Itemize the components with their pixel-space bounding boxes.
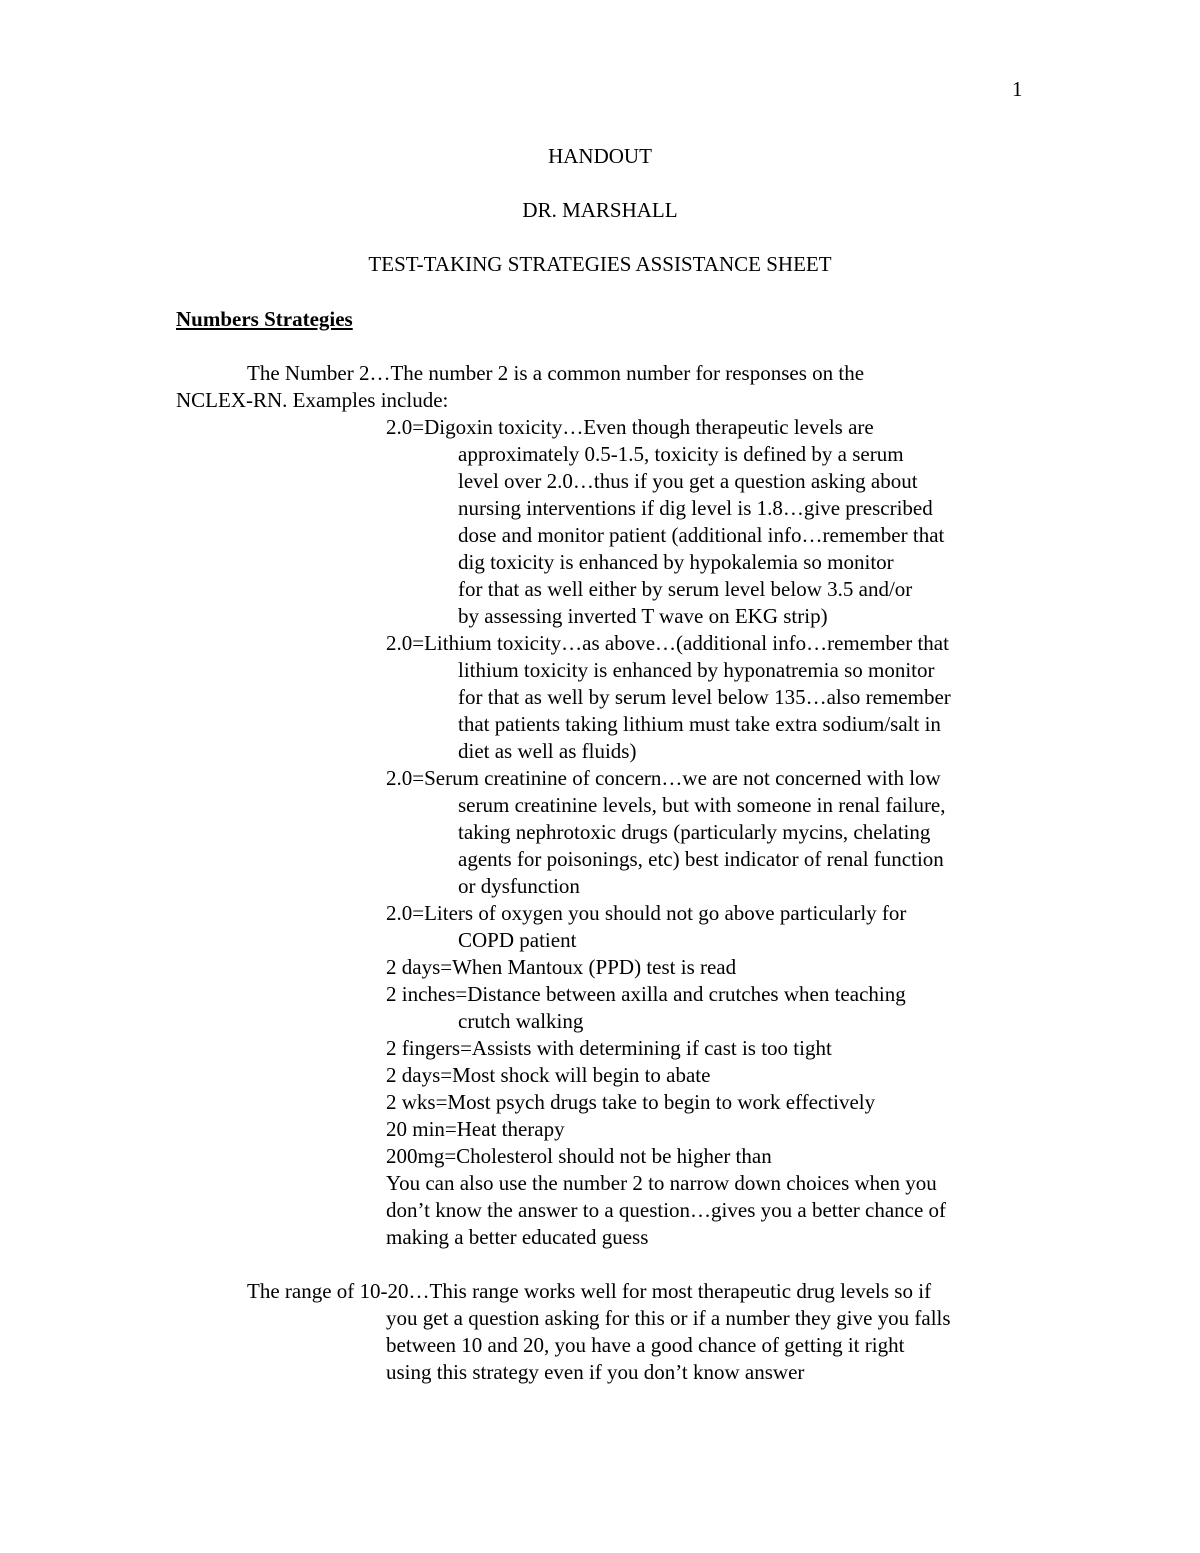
list-item: 2 days=Most shock will begin to abate — [386, 1063, 711, 1087]
list-item-continuation: approximately 0.5-1.5, toxicity is defined by a serum — [458, 442, 904, 466]
list-item-continuation: by assessing inverted T wave on EKG strip) — [458, 604, 828, 628]
list-item-continuation: nursing interventions if dig level is 1.8…give prescribed — [458, 496, 933, 520]
title-sheet: TEST-TAKING STRATEGIES ASSISTANCE SHEET — [368, 252, 832, 276]
list-item: 2.0=Liters of oxygen you should not go above particularly for — [386, 901, 907, 925]
closing-line: making a better educated guess — [386, 1225, 649, 1249]
list-item: 2 wks=Most psych drugs take to begin to work effectively — [386, 1090, 876, 1114]
list-item-continuation: serum creatinine levels, but with someone in renal failure, — [458, 793, 946, 817]
range-continuation: between 10 and 20, you have a good chance of getting it right — [386, 1333, 905, 1357]
intro-line: The Number 2…The number 2 is a common number for responses on the — [247, 361, 865, 385]
title-author: DR. MARSHALL — [522, 198, 678, 222]
list-item-continuation: that patients taking lithium must take extra sodium/salt in — [458, 712, 941, 736]
list-item-continuation: for that as well either by serum level below 3.5 and/or — [458, 577, 913, 601]
list-item-continuation: lithium toxicity is enhanced by hyponatremia so monitor — [458, 658, 935, 682]
intro-line: NCLEX-RN. Examples include: — [176, 388, 449, 412]
list-item-continuation: dig toxicity is enhanced by hypokalemia so monitor — [458, 550, 894, 574]
range-continuation: you get a question asking for this or if a number they give you falls — [386, 1306, 951, 1330]
list-item: 2 days=When Mantoux (PPD) test is read — [386, 955, 737, 979]
range-paragraph: The range of 10-20…This range works well for most therapeutic drug levels so if — [247, 1279, 932, 1303]
list-item-continuation: dose and monitor patient (additional info…remember that — [458, 523, 945, 547]
list-item-continuation: diet as well as fluids) — [458, 739, 637, 763]
range-continuation: using this strategy even if you don’t know answer — [386, 1360, 805, 1384]
list-item: 20 min=Heat therapy — [386, 1117, 565, 1141]
closing-line: don’t know the answer to a question…gives you a better chance of — [386, 1198, 947, 1222]
list-item: 2 inches=Distance between axilla and crutches when teaching — [386, 982, 906, 1006]
page-number: 1 — [1012, 77, 1023, 101]
list-item: 2.0=Digoxin toxicity…Even though therapeutic levels are — [386, 415, 874, 439]
list-item-continuation: for that as well by serum level below 135…also remember — [458, 685, 951, 709]
closing-line: You can also use the number 2 to narrow down choices when you — [386, 1171, 937, 1195]
title-handout: HANDOUT — [548, 144, 652, 168]
list-item: 2.0=Lithium toxicity…as above…(additional info…remember that — [386, 631, 949, 655]
list-item-continuation: level over 2.0…thus if you get a question asking about — [458, 469, 918, 493]
list-item-continuation: or dysfunction — [458, 874, 580, 898]
list-item: 2.0=Serum creatinine of concern…we are not concerned with low — [386, 766, 941, 790]
list-item-continuation: crutch walking — [458, 1009, 584, 1033]
section-heading: Numbers Strategies — [176, 307, 353, 331]
list-item-continuation: taking nephrotoxic drugs (particularly mycins, chelating — [458, 820, 931, 844]
list-item: 200mg=Cholesterol should not be higher than — [386, 1144, 772, 1168]
list-item: 2 fingers=Assists with determining if cast is too tight — [386, 1036, 832, 1060]
list-item-continuation: COPD patient — [458, 928, 577, 952]
list-item-continuation: agents for poisonings, etc) best indicator of renal function — [458, 847, 944, 871]
